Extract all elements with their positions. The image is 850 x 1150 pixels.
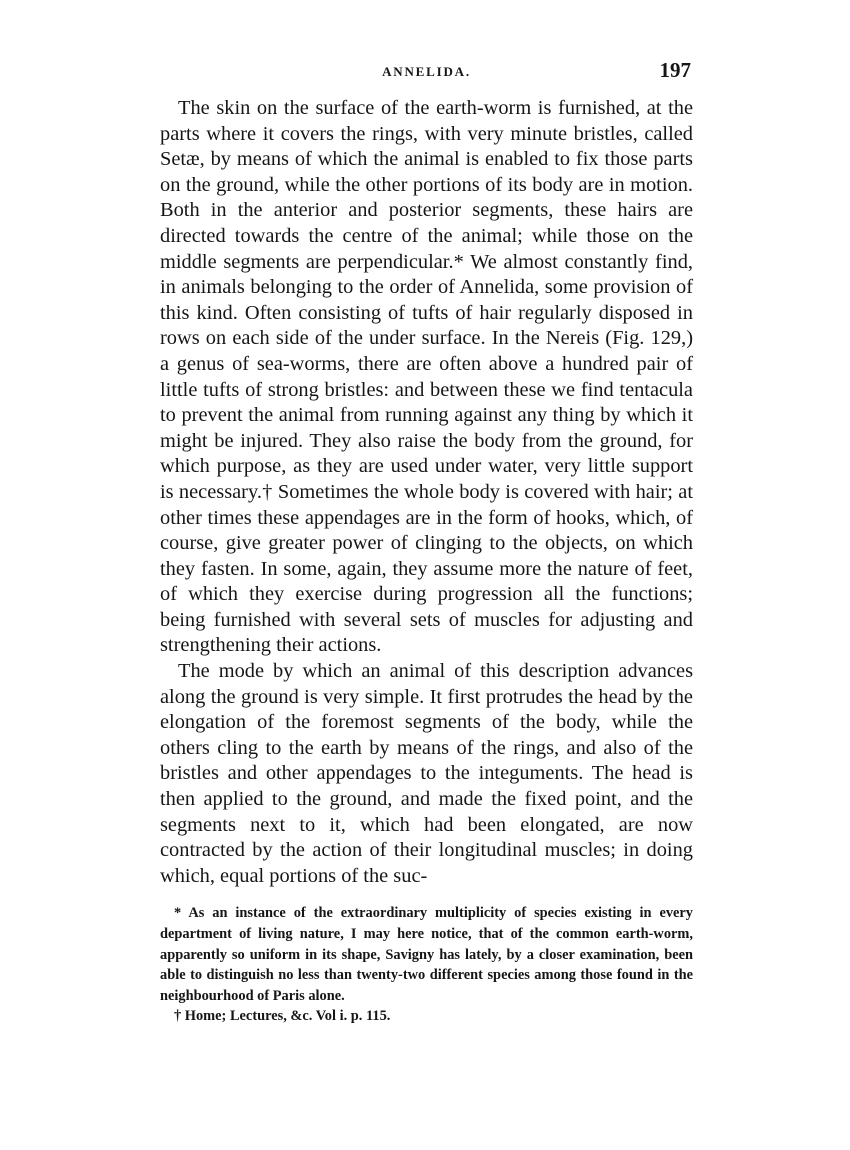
body-text	[160, 96, 693, 889]
page-header	[160, 58, 693, 88]
running-head: ANNELIDA.	[382, 64, 471, 79]
paragraph-2: The mode by which an animal of this description advances along the ground is very simple. It first protrudes the head by the elongation of the foremost segments of the body, while the others cling to the earth by means of the rings, and also of the bristles and other appendages to the integuments. The head is then applied to the ground, and made the fixed point, and the segments next to it, which had been elongated, are now contracted by the action of their longitudinal muscles; in doing which, equal portions of the suc-	[160, 660, 693, 887]
page-number: 197	[659, 58, 691, 82]
footnote-1: * As an instance of the extraordinary multiplicity of species existing in every department of living nature, I may here notice, that of the common earth-worm, apparently so uniform in its shape, Savigny has lately, by a closer examination, been able to distinguish no less than twenty-two different species among those found in the neighbourhood of Paris alone.	[160, 905, 693, 1004]
paragraph-1: The skin on the surface of the earth-worm is furnished, at the parts where it covers the rings, with very minute bristles, called Setæ, by means of which the animal is enabled to fix those parts on the ground, while the other portions of its body are in motion. Both in the anterior and posterior segments, these hairs are directed towards the centre of the animal; while those on the middle segments are perpendicular.* We almost constantly find, in animals belonging to the order of Annelida, some provision of this kind. Often consisting of tufts of hair regularly disposed in rows on each side of the under surface. In the Nereis (Fig. 129,) a genus of sea-worms, there are often above a hundred pair of little tufts of strong bristles: and between these we find tentacula to prevent the animal from running against any thing by which it might be injured. They also raise the body from the ground, for which purpose, as they are used under water, very little support is necessary.† Sometimes the whole body is covered with hair; at other times these appendages are in the form of hooks, which, of course, give greater power of clinging to the objects, on which they fasten. In some, again, they assume more the nature of feet, of which they exercise during progression all the functions; being furnished with several sets of muscles for adjusting and strengthening their actions.	[160, 97, 693, 657]
footnote-2: † Home; Lectures, &c. Vol i. p. 115.	[174, 1008, 391, 1025]
footnotes	[160, 903, 693, 1027]
book-page	[160, 58, 693, 1027]
